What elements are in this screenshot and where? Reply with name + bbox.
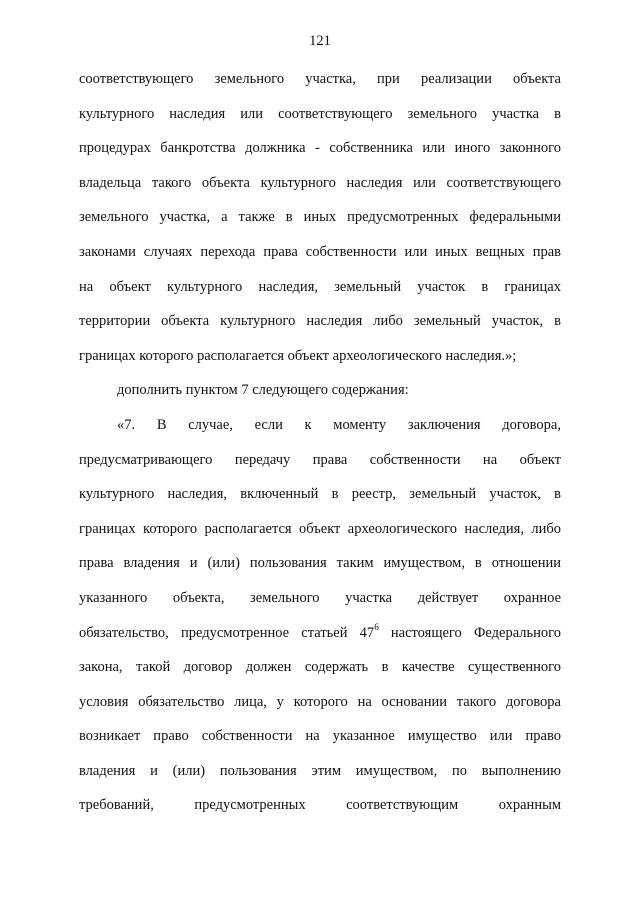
text-line: границах которого располагается объект археологического наследия, либо [79, 520, 561, 537]
superscript: 6 [374, 621, 379, 632]
document-body [79, 62, 561, 823]
text-line: закона, такой договор должен содержать в качестве существенного [79, 659, 561, 676]
text-line: территории объекта культурного наследия либо земельный участок, в [79, 313, 561, 330]
text-line: соответствующего земельного участка, при реализации объекта [79, 71, 561, 87]
text-line: права владения и (или) пользования таким имуществом, в отношении [79, 555, 561, 572]
text-line: условия обязательство лица, у которого на основании такого договора [79, 693, 561, 710]
text-line: земельного участка, а также в иных предусмотренных федеральными [79, 209, 561, 226]
page-number: 121 [309, 33, 331, 49]
text-line: владельца такого объекта культурного наследия или соответствующего [79, 174, 561, 191]
line-segment: обязательство, предусмотренное статьей 47 [79, 624, 375, 641]
text-line: границах которого располагается объект археологического наследия.»; [79, 347, 517, 364]
text-line: культурного наследия, включенный в реестр, земельный участок, в [79, 486, 561, 503]
text-line: культурного наследия или соответствующего земельного участка в [79, 105, 561, 122]
text-line: «7. В случае, если к моменту заключения договора, [117, 416, 561, 433]
text-line: на объект культурного наследия, земельный участок в границах [79, 278, 561, 295]
text-line: владения и (или) пользования этим имуществом, по выполнению [79, 762, 561, 779]
text-line: законами случаях перехода права собственности или иных вещных прав [79, 243, 561, 260]
text-line: процедурах банкротства должника - собственника или иного законного [79, 140, 561, 157]
text-line: возникает право собственности на указанное имущество или право [79, 728, 561, 745]
line-segment: настоящего Федерального [378, 624, 561, 641]
text-line: дополнить пунктом 7 следующего содержания: [117, 382, 409, 399]
text-line-with-superscript [79, 616, 561, 651]
text-line: предусматривающего передачу права собственности на объект [79, 451, 561, 468]
text-line: требований, предусмотренных соответствующим охранным [79, 797, 561, 814]
text-line: указанного объекта, земельного участка действует охранное [79, 589, 561, 606]
